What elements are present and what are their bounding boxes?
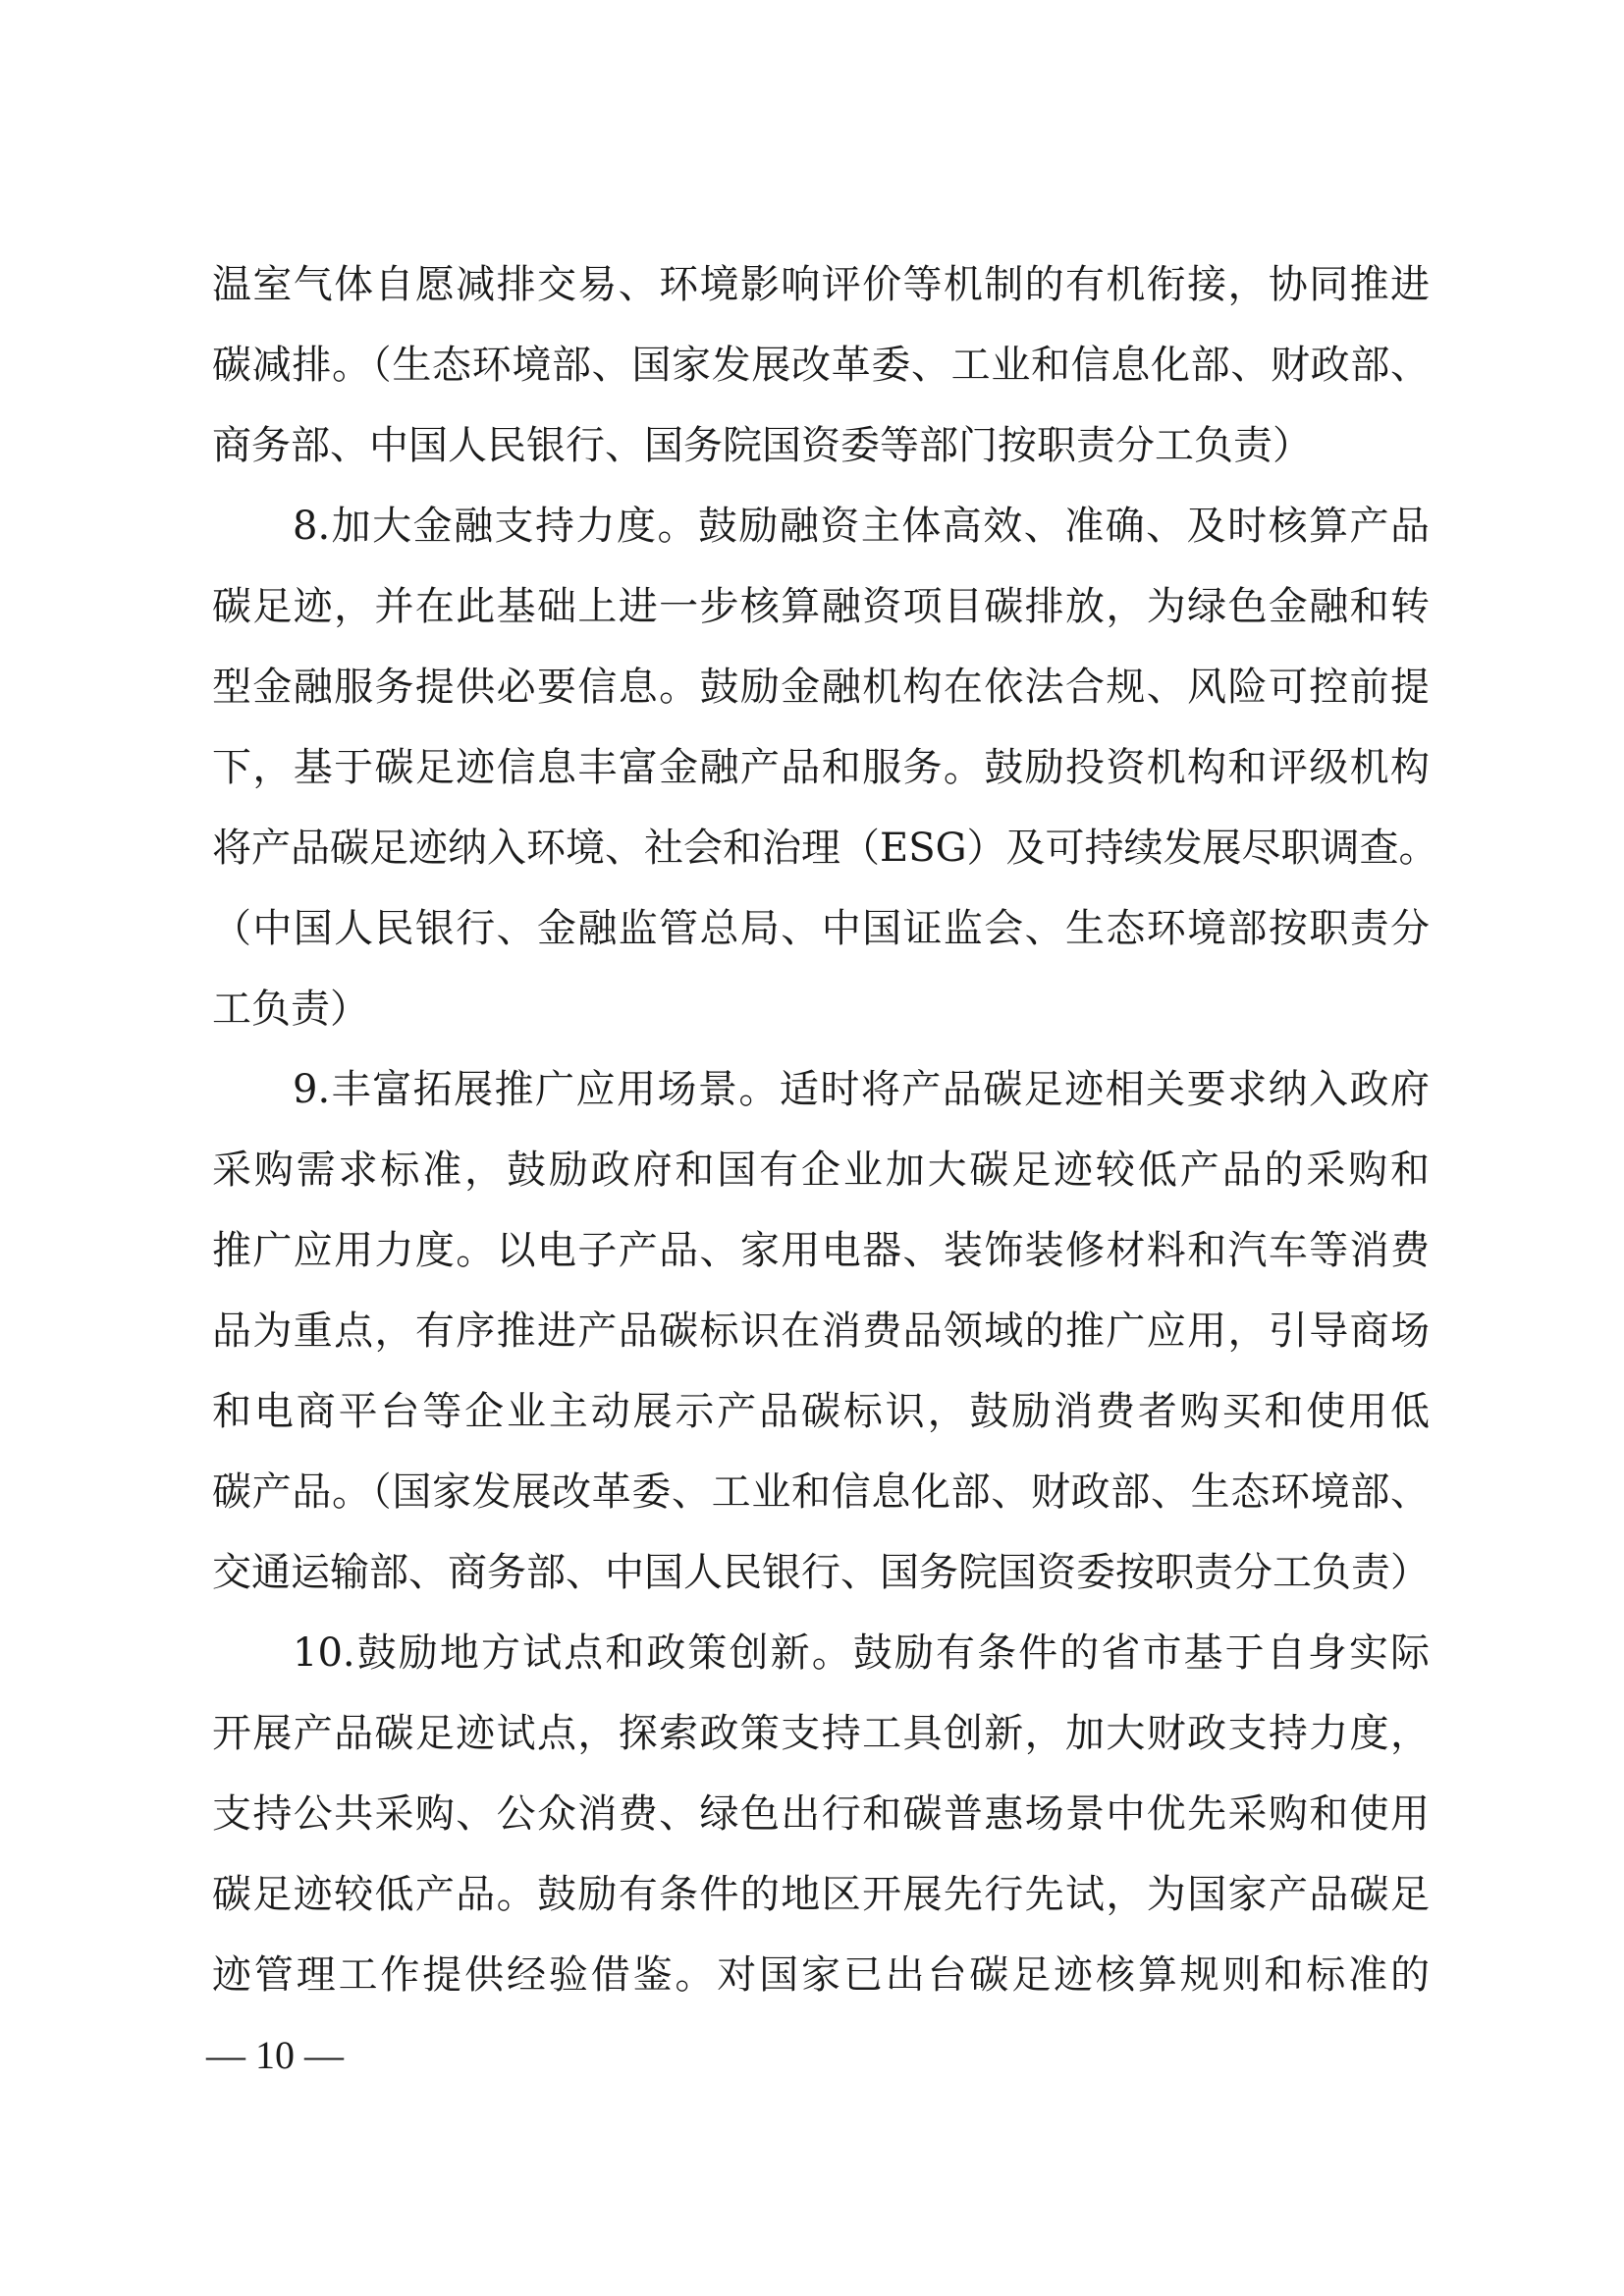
text-line: 型金融服务提供必要信息。鼓励金融机构在依法合规、风险可控前提 <box>212 665 1430 710</box>
paragraph-start-line: 9.丰富拓展推广应用场景。适时将产品碳足迹相关要求纳入政府 <box>293 1067 1430 1112</box>
text-line: 碳减排。（生态环境部、国家发展改革委、工业和信息化部、财政部、 <box>212 343 1430 388</box>
text-line: 碳足迹，并在此基础上进一步核算融资项目碳排放，为绿色金融和转 <box>212 584 1430 629</box>
text-line: （中国人民银行、金融监管总局、中国证监会、生态环境部按职责分 <box>212 906 1430 951</box>
text-line: 交通运输部、商务部、中国人民银行、国务院国资委按职责分工负责） <box>212 1550 1430 1595</box>
text-line: 和电商平台等企业主动展示产品碳标识，鼓励消费者购买和使用低 <box>212 1389 1430 1434</box>
text-line: 工负责） <box>212 987 369 1032</box>
text-line: 开展产品碳足迹试点，探索政策支持工具创新，加大财政支持力度， <box>212 1711 1430 1756</box>
text-line: 迹管理工作提供经验借鉴。对国家已出台碳足迹核算规则和标准的 <box>212 1952 1430 1998</box>
page-number: — 10 — <box>206 2033 344 2077</box>
text-line: 下，基于碳足迹信息丰富金融产品和服务。鼓励投资机构和评级机构 <box>212 745 1430 790</box>
text-line: 碳足迹较低产品。鼓励有条件的地区开展先行先试，为国家产品碳足 <box>212 1872 1430 1917</box>
text-line: 将产品碳足迹纳入环境、社会和治理（ESG）及可持续发展尽职调查。 <box>212 826 1438 871</box>
paragraph-start-line: 8.加大金融支持力度。鼓励融资主体高效、准确、及时核算产品 <box>293 504 1430 549</box>
text-line: 碳产品。（国家发展改革委、工业和信息化部、财政部、生态环境部、 <box>212 1469 1430 1515</box>
paragraph-start-line: 10.鼓励地方试点和政策创新。鼓励有条件的省市基于自身实际 <box>293 1630 1430 1676</box>
text-line: 采购需求标准，鼓励政府和国有企业加大碳足迹较低产品的采购和 <box>212 1148 1430 1193</box>
text-line: 温室气体自愿减排交易、环境影响评价等机制的有机衔接，协同推进 <box>212 262 1430 307</box>
text-line: 推广应用力度。以电子产品、家用电器、装饰装修材料和汽车等消费 <box>212 1228 1430 1273</box>
text-line: 品为重点，有序推进产品碳标识在消费品领域的推广应用，引导商场 <box>212 1308 1430 1354</box>
text-line: 商务部、中国人民银行、国务院国资委等部门按职责分工负责） <box>212 423 1312 468</box>
text-line: 支持公共采购、公众消费、绿色出行和碳普惠场景中优先采购和使用 <box>212 1791 1430 1837</box>
